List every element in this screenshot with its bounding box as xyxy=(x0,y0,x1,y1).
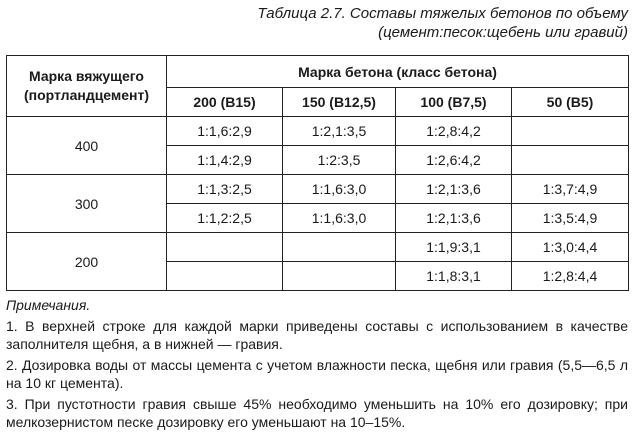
notes-section xyxy=(6,296,628,434)
table-row xyxy=(7,175,629,204)
mix-cell: 1:3,0:4,4 xyxy=(512,233,629,262)
mix-cell: 1:1,4:2,9 xyxy=(167,146,283,175)
mix-cell xyxy=(167,233,283,262)
binder-grade-header xyxy=(7,56,167,117)
mix-cell: 1:1,9:3,1 xyxy=(396,233,512,262)
mix-cell: 1:2,1:3,5 xyxy=(283,117,396,146)
column-header-200: 200 (В15) xyxy=(167,88,283,117)
caption-title: Таблица 2.7. Составы тяжелых бетонов по объему xyxy=(257,5,628,22)
mix-cell xyxy=(167,262,283,291)
mix-cell: 1:2,1:3,6 xyxy=(396,204,512,233)
table-caption xyxy=(257,4,628,42)
table-row xyxy=(7,233,629,262)
header-row xyxy=(7,56,629,88)
note-item: 2. Дозировка воды от массы цемента с учетом влажности песка, щебня или гравия (5,5—6,5 л на 10 кг цемента). xyxy=(6,357,628,391)
binder-grade-cell: 400 xyxy=(7,117,167,175)
mix-cell xyxy=(512,117,629,146)
mix-cell: 1:2,8:4,2 xyxy=(396,117,512,146)
mix-cell: 1:2,1:3,6 xyxy=(396,175,512,204)
mix-cell: 1:1,2:2,5 xyxy=(167,204,283,233)
binder-grade-cell: 300 xyxy=(7,175,167,233)
mix-cell: 1:1,8:3,1 xyxy=(396,262,512,291)
binder-header-line1: Марка вяжущего xyxy=(29,68,144,84)
mix-cell: 1:1,6:3,0 xyxy=(283,204,396,233)
table-row xyxy=(7,117,629,146)
mix-cell: 1:3,7:4,9 xyxy=(512,175,629,204)
column-header-150: 150 (В12,5) xyxy=(283,88,396,117)
mix-cell: 1:1,6:3,0 xyxy=(283,175,396,204)
note-item: 1. В верхней строке для каждой марки приведены составы с использованием в качестве заполнителя щебня, а в нижней — гравия. xyxy=(6,318,628,352)
mix-cell xyxy=(512,146,629,175)
mix-cell: 1:1,3:2,5 xyxy=(167,175,283,204)
caption-subtitle: (цемент:песок:щебень или гравий) xyxy=(378,24,628,41)
mix-cell: 1:2:3,5 xyxy=(283,146,396,175)
mix-cell xyxy=(283,233,396,262)
mix-cell: 1:2,8:4,4 xyxy=(512,262,629,291)
mix-cell: 1:3,5:4,9 xyxy=(512,204,629,233)
binder-header-line2: (портландцемент) xyxy=(23,87,150,103)
concrete-mix-table xyxy=(6,55,629,291)
concrete-grade-header: Марка бетона (класс бетона) xyxy=(167,56,629,88)
note-item: 3. При пустотности гравия свыше 45% необходимо уменьшить на 10% его дозировку; при мелкозернистом песке дозировку его уменьшают на 10–15%. xyxy=(6,396,628,430)
mix-cell xyxy=(283,262,396,291)
column-header-100: 100 (В7,5) xyxy=(396,88,512,117)
column-header-50: 50 (В5) xyxy=(512,88,629,117)
mix-cell: 1:2,6:4,2 xyxy=(396,146,512,175)
mix-cell: 1:1,6:2,9 xyxy=(167,117,283,146)
binder-grade-cell: 200 xyxy=(7,233,167,291)
notes-title: Примечания. xyxy=(6,297,91,313)
